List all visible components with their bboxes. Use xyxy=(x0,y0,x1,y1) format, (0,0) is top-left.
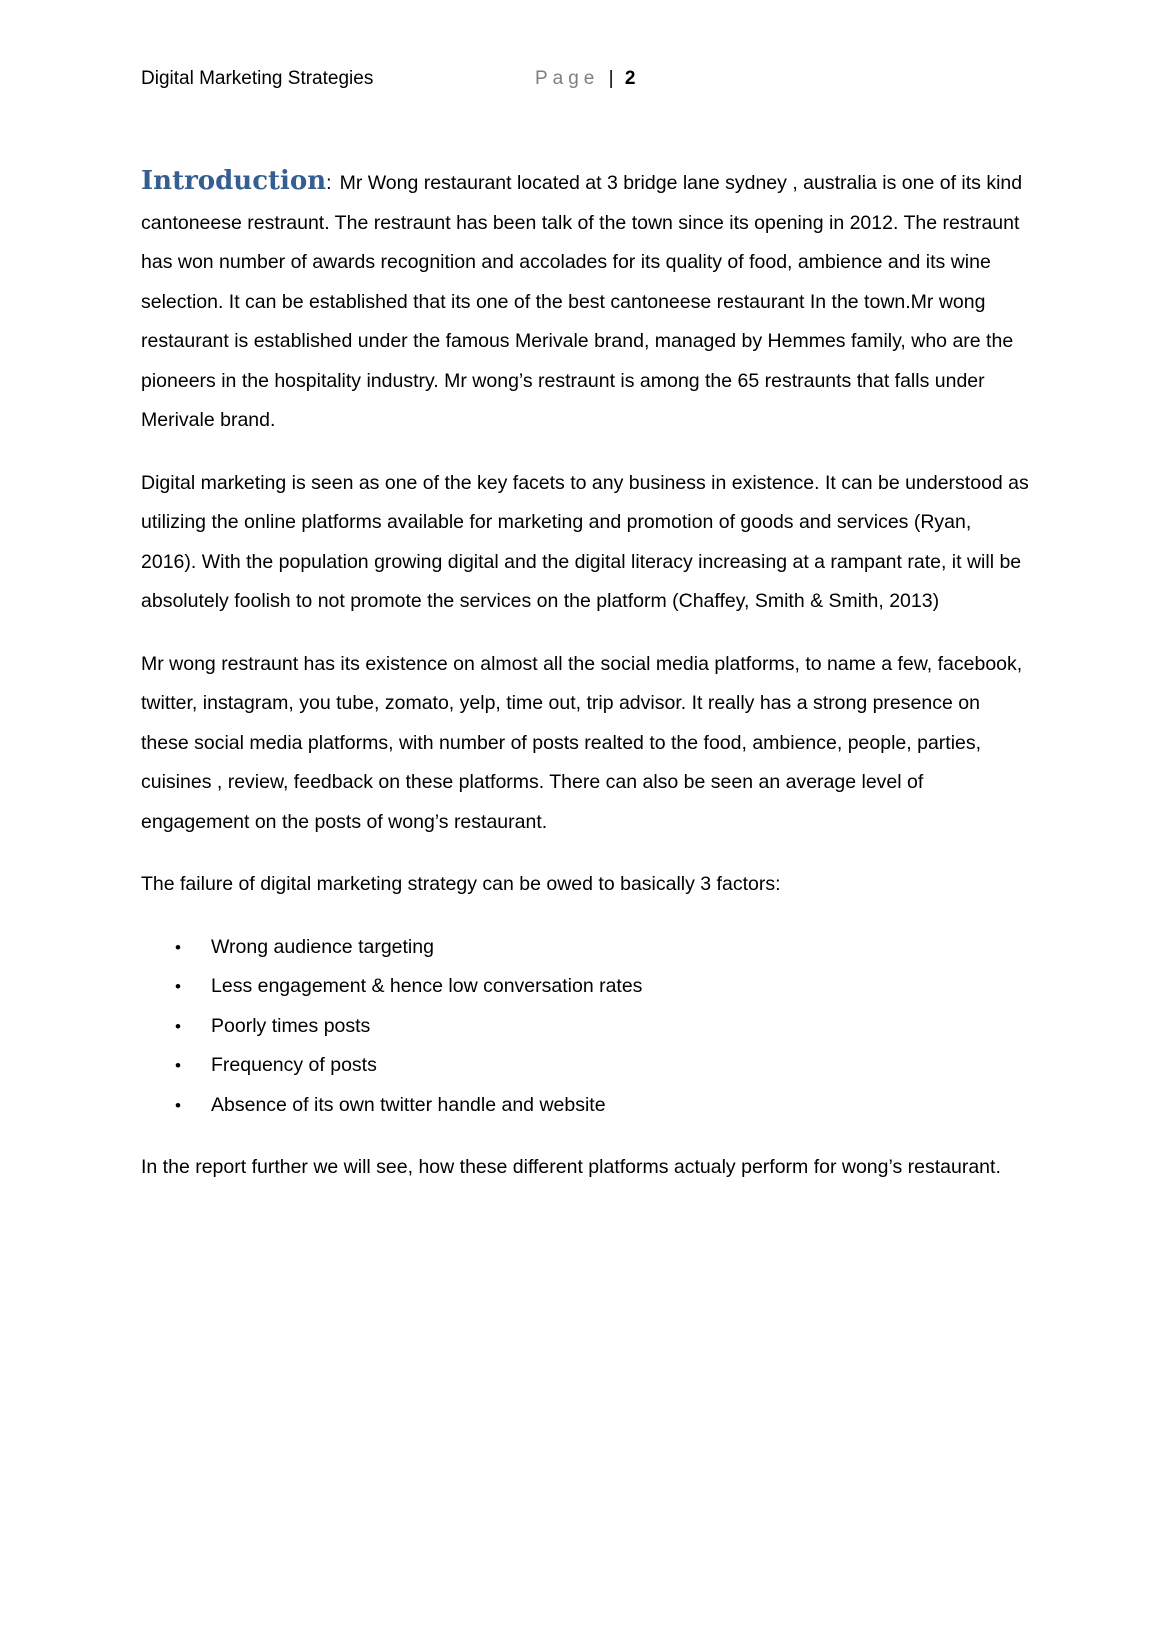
digital-marketing-paragraph: Digital marketing is seen as one of the key facets to any business in existence. It can be understood as utilizing the online platforms available for marketing and promotion of goods and services (Ryan, 2016). With the population growing digital and the digital literacy increasing at a rampant rate, it will be absolutely foolish to not promote the services on the platform (Chaffey, Smith & Smith, 2013) xyxy=(141,471,1029,612)
conclusion-paragraph: In the report further we will see, how these different platforms actualy perform for wong’s restaurant. xyxy=(141,1156,1001,1178)
bullet-icon: • xyxy=(175,1095,181,1115)
list-item-text: Frequency of posts xyxy=(211,1054,377,1076)
list-item xyxy=(141,967,1031,1007)
failure-factors-list xyxy=(141,928,1031,1126)
list-item xyxy=(141,1046,1031,1086)
intro-paragraph xyxy=(141,162,1031,441)
header-title: Digital Marketing Strategies xyxy=(141,68,374,89)
document-body xyxy=(141,162,1031,1211)
page-header xyxy=(141,68,1041,98)
list-item xyxy=(141,1007,1031,1047)
bullet-icon: • xyxy=(175,1016,181,1036)
list-item-text: Less engagement & hence low conversation rates xyxy=(211,975,643,997)
list-item-text: Absence of its own twitter handle and website xyxy=(211,1093,606,1116)
list-item xyxy=(141,1086,1031,1126)
list-item-text: Poorly times posts xyxy=(211,1014,371,1037)
bullet-icon: • xyxy=(175,1056,181,1075)
intro-colon: : xyxy=(326,172,332,194)
failure-intro-paragraph: The failure of digital marketing strategy can be owed to basically 3 factors: xyxy=(141,873,781,895)
page-number-block xyxy=(535,68,635,90)
list-item xyxy=(141,928,1031,968)
bullet-icon: • xyxy=(175,937,181,957)
page-separator: | xyxy=(608,68,614,89)
social-media-paragraph: Mr wong restraunt has its existence on almost all the social media platforms, to name a few, facebook, twitter, instagram, you tube, zomato, yelp, time out, trip advisor. It really has a strong presence on these social media platforms, with number of posts realted to the food, ambience, people, parties, cuisines , review, feedback on these platforms. There can also be seen an average level of engagement on the posts of wong’s restaurant. xyxy=(141,652,1023,833)
list-item-text: Wrong audience targeting xyxy=(211,935,434,958)
intro-text: Mr Wong restaurant located at 3 bridge lane sydney , australia is one of its kind cantoneese restraunt. The restraunt has been talk of the town since its opening in 2012. The restraunt has won number of awards recognition and accolades for its quality of food, ambience and its wine selection. It can be established that its one of the best cantoneese restaurant In the town.Mr wong restaurant is established under the famous Merivale brand, managed by Hemmes family, who are the pioneers in the hospitality industry. Mr wong’s restraunt is among the 65 restraunts that falls under Merivale brand. xyxy=(141,172,1023,431)
intro-heading: Introduction xyxy=(141,166,327,196)
page-label: Page xyxy=(535,68,600,89)
page-number: 2 xyxy=(624,68,636,89)
bullet-icon: • xyxy=(175,977,181,996)
